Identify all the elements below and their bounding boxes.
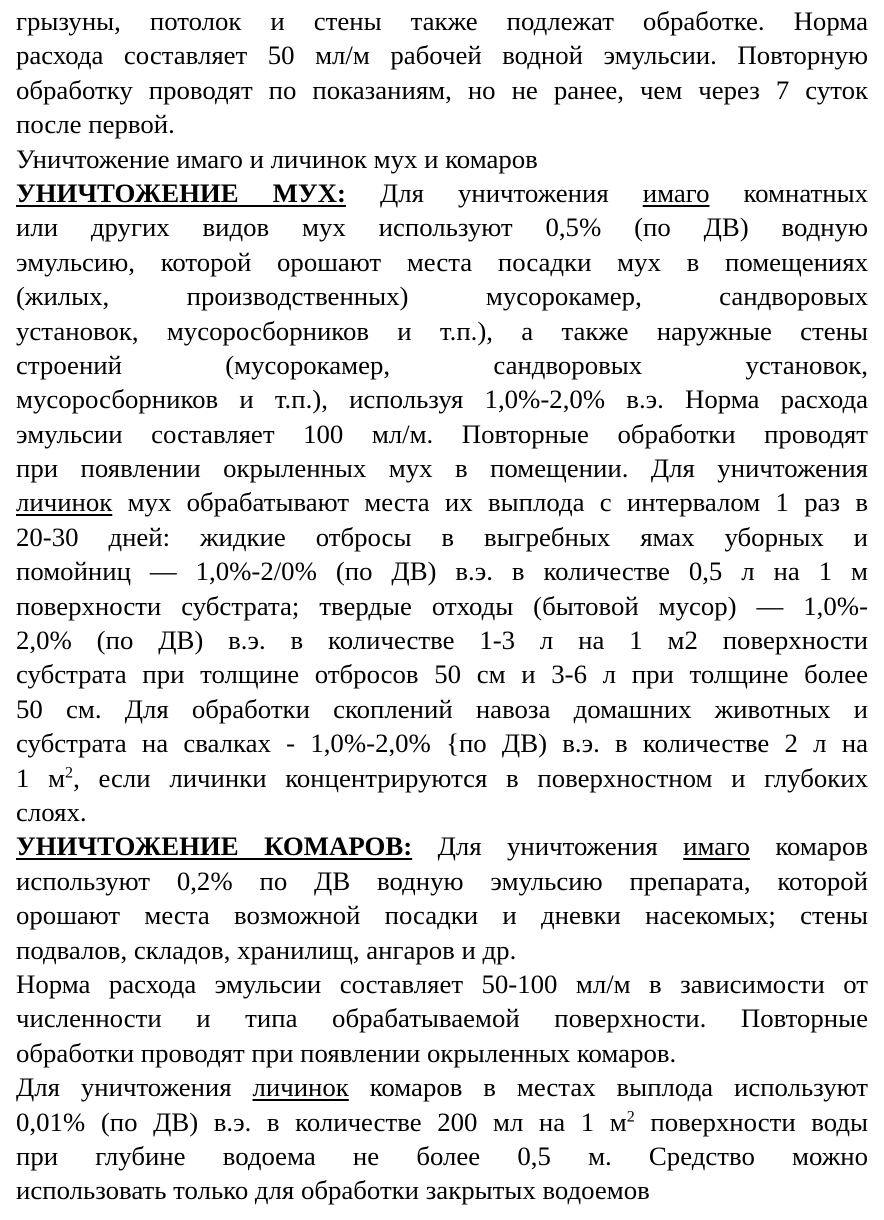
superscript: 2: [65, 763, 74, 781]
text-line: обработку проводят по показаниям, но не ранее, чем через 7 суток: [16, 74, 868, 105]
text-fragment: , если личинки концентрируются в поверхностном и глубоких: [73, 762, 869, 793]
section-heading-flies: УНИЧТОЖЕНИЕ МУХ:: [16, 177, 346, 208]
term-imago: имаго: [642, 177, 710, 208]
text-line: поверхности субстрата; твердые отходы (бытовой мусор) — 1,0%-: [16, 590, 868, 621]
text-fragment: 1 м: [16, 762, 66, 793]
text-line: или других видов мух используют 0,5% (по ДВ) водную: [16, 212, 868, 243]
text-fragment: комаров в местах выплода используют: [348, 1072, 868, 1103]
text-fragment: комнатных: [709, 177, 869, 208]
text-line: 2,0% (по ДВ) в.э. в количестве 1-3 л на 1 м2 поверхности: [16, 625, 868, 656]
text-line: орошают места возможной посадки и дневки насекомых; стены: [16, 900, 868, 931]
superscript: 2: [626, 1107, 635, 1125]
text-line: строений (мусорокамер, сандворовых установок,: [16, 349, 868, 380]
text-line: используют 0,2% по ДВ водную эмульсию препарата, которой: [16, 865, 868, 896]
text-line: [16, 1070, 868, 1104]
text-fragment: Для уничтожения: [412, 831, 684, 862]
paragraph-rodents: [16, 4, 868, 142]
text-fragment: мух обрабатывают места их выплода с интервалом 1 раз в: [112, 487, 868, 518]
text-line: 20-30 дней: жидкие отбросы в выгребных ямах уборных и: [16, 521, 868, 552]
text-line: слоях.: [16, 796, 87, 827]
text-line: использовать только для обработки закрытых водоемов: [16, 1175, 650, 1206]
term-larvae: личинок: [252, 1072, 349, 1103]
text-line: Норма расхода эмульсии составляет 50-100 мл/м в зависимости от: [16, 968, 868, 999]
section-flies: [16, 176, 868, 829]
text-line: 50 см. Для обработки скоплений навоза домашних животных и: [16, 693, 868, 724]
text-line: [16, 1105, 868, 1139]
paragraph-larvae: [16, 1070, 868, 1208]
text-fragment: Для уничтожения: [345, 177, 643, 208]
text-line: [16, 485, 868, 519]
text-line: мусоросборников и т.п.), используя 1,0%-2,0% в.э. Норма расхода: [16, 384, 868, 415]
text-line: [16, 176, 868, 210]
text-fragment: поверхности воды: [634, 1106, 868, 1137]
text-line: помойниц — 1,0%-2/0% (по ДВ) в.э. в количестве 0,5 л на 1 м: [16, 556, 868, 587]
text-line: субстрата на свалках - 1,0%-2,0% {по ДВ) в.э. в количестве 2 л на: [16, 728, 868, 759]
text-line: численности и типа обрабатываемой поверхности. Повторные: [16, 1003, 868, 1034]
text-line: грызуны, потолок и стены также подлежат обработке. Норма: [16, 6, 868, 36]
text-line: субстрата при толщине отбросов 50 см и 3-6 л при толщине более: [16, 659, 868, 690]
text-line: [16, 829, 868, 863]
text-fragment: 0,01% (по ДВ) в.э. в количестве 200 мл на 1 м: [16, 1106, 627, 1137]
text-line: обработки проводят при появлении окрыленных комаров.: [16, 1037, 677, 1068]
text-line: при глубине водоема не более 0,5 м. Средство можно: [16, 1140, 868, 1171]
term-imago: имаго: [683, 831, 750, 862]
text-line: подвалов, складов, хранилищ, ангаров и др.: [16, 934, 517, 965]
text-fragment: Для уничтожения: [16, 1072, 253, 1103]
text-fragment: комаров: [749, 831, 869, 862]
text-line: установок, мусоросборников и т.п.), а также наружные стены: [16, 315, 868, 346]
text-line: при появлении окрыленных мух в помещении. Для уничтожения: [16, 453, 868, 484]
subtitle: Уничтожение имаго и личинок мух и комаров: [16, 143, 538, 174]
term-larvae: личинок: [16, 487, 113, 518]
section-mosquitoes: [16, 829, 868, 967]
paragraph-norm: [16, 967, 868, 1070]
text-line: расхода составляет 50 мл/м рабочей водной эмульсии. Повторную: [16, 40, 868, 71]
text-line: после первой.: [16, 109, 175, 140]
text-line: эмульсии составляет 100 мл/м. Повторные обработки проводят: [16, 418, 868, 449]
text-line: эмульсию, которой орошают места посадки мух в помещениях: [16, 246, 868, 277]
section-heading-mosquitoes: УНИЧТОЖЕНИЕ КОМАРОВ:: [16, 831, 413, 862]
text-line: [16, 761, 868, 795]
text-line: (жилых, производственных) мусорокамер, сандворовых: [16, 281, 868, 312]
